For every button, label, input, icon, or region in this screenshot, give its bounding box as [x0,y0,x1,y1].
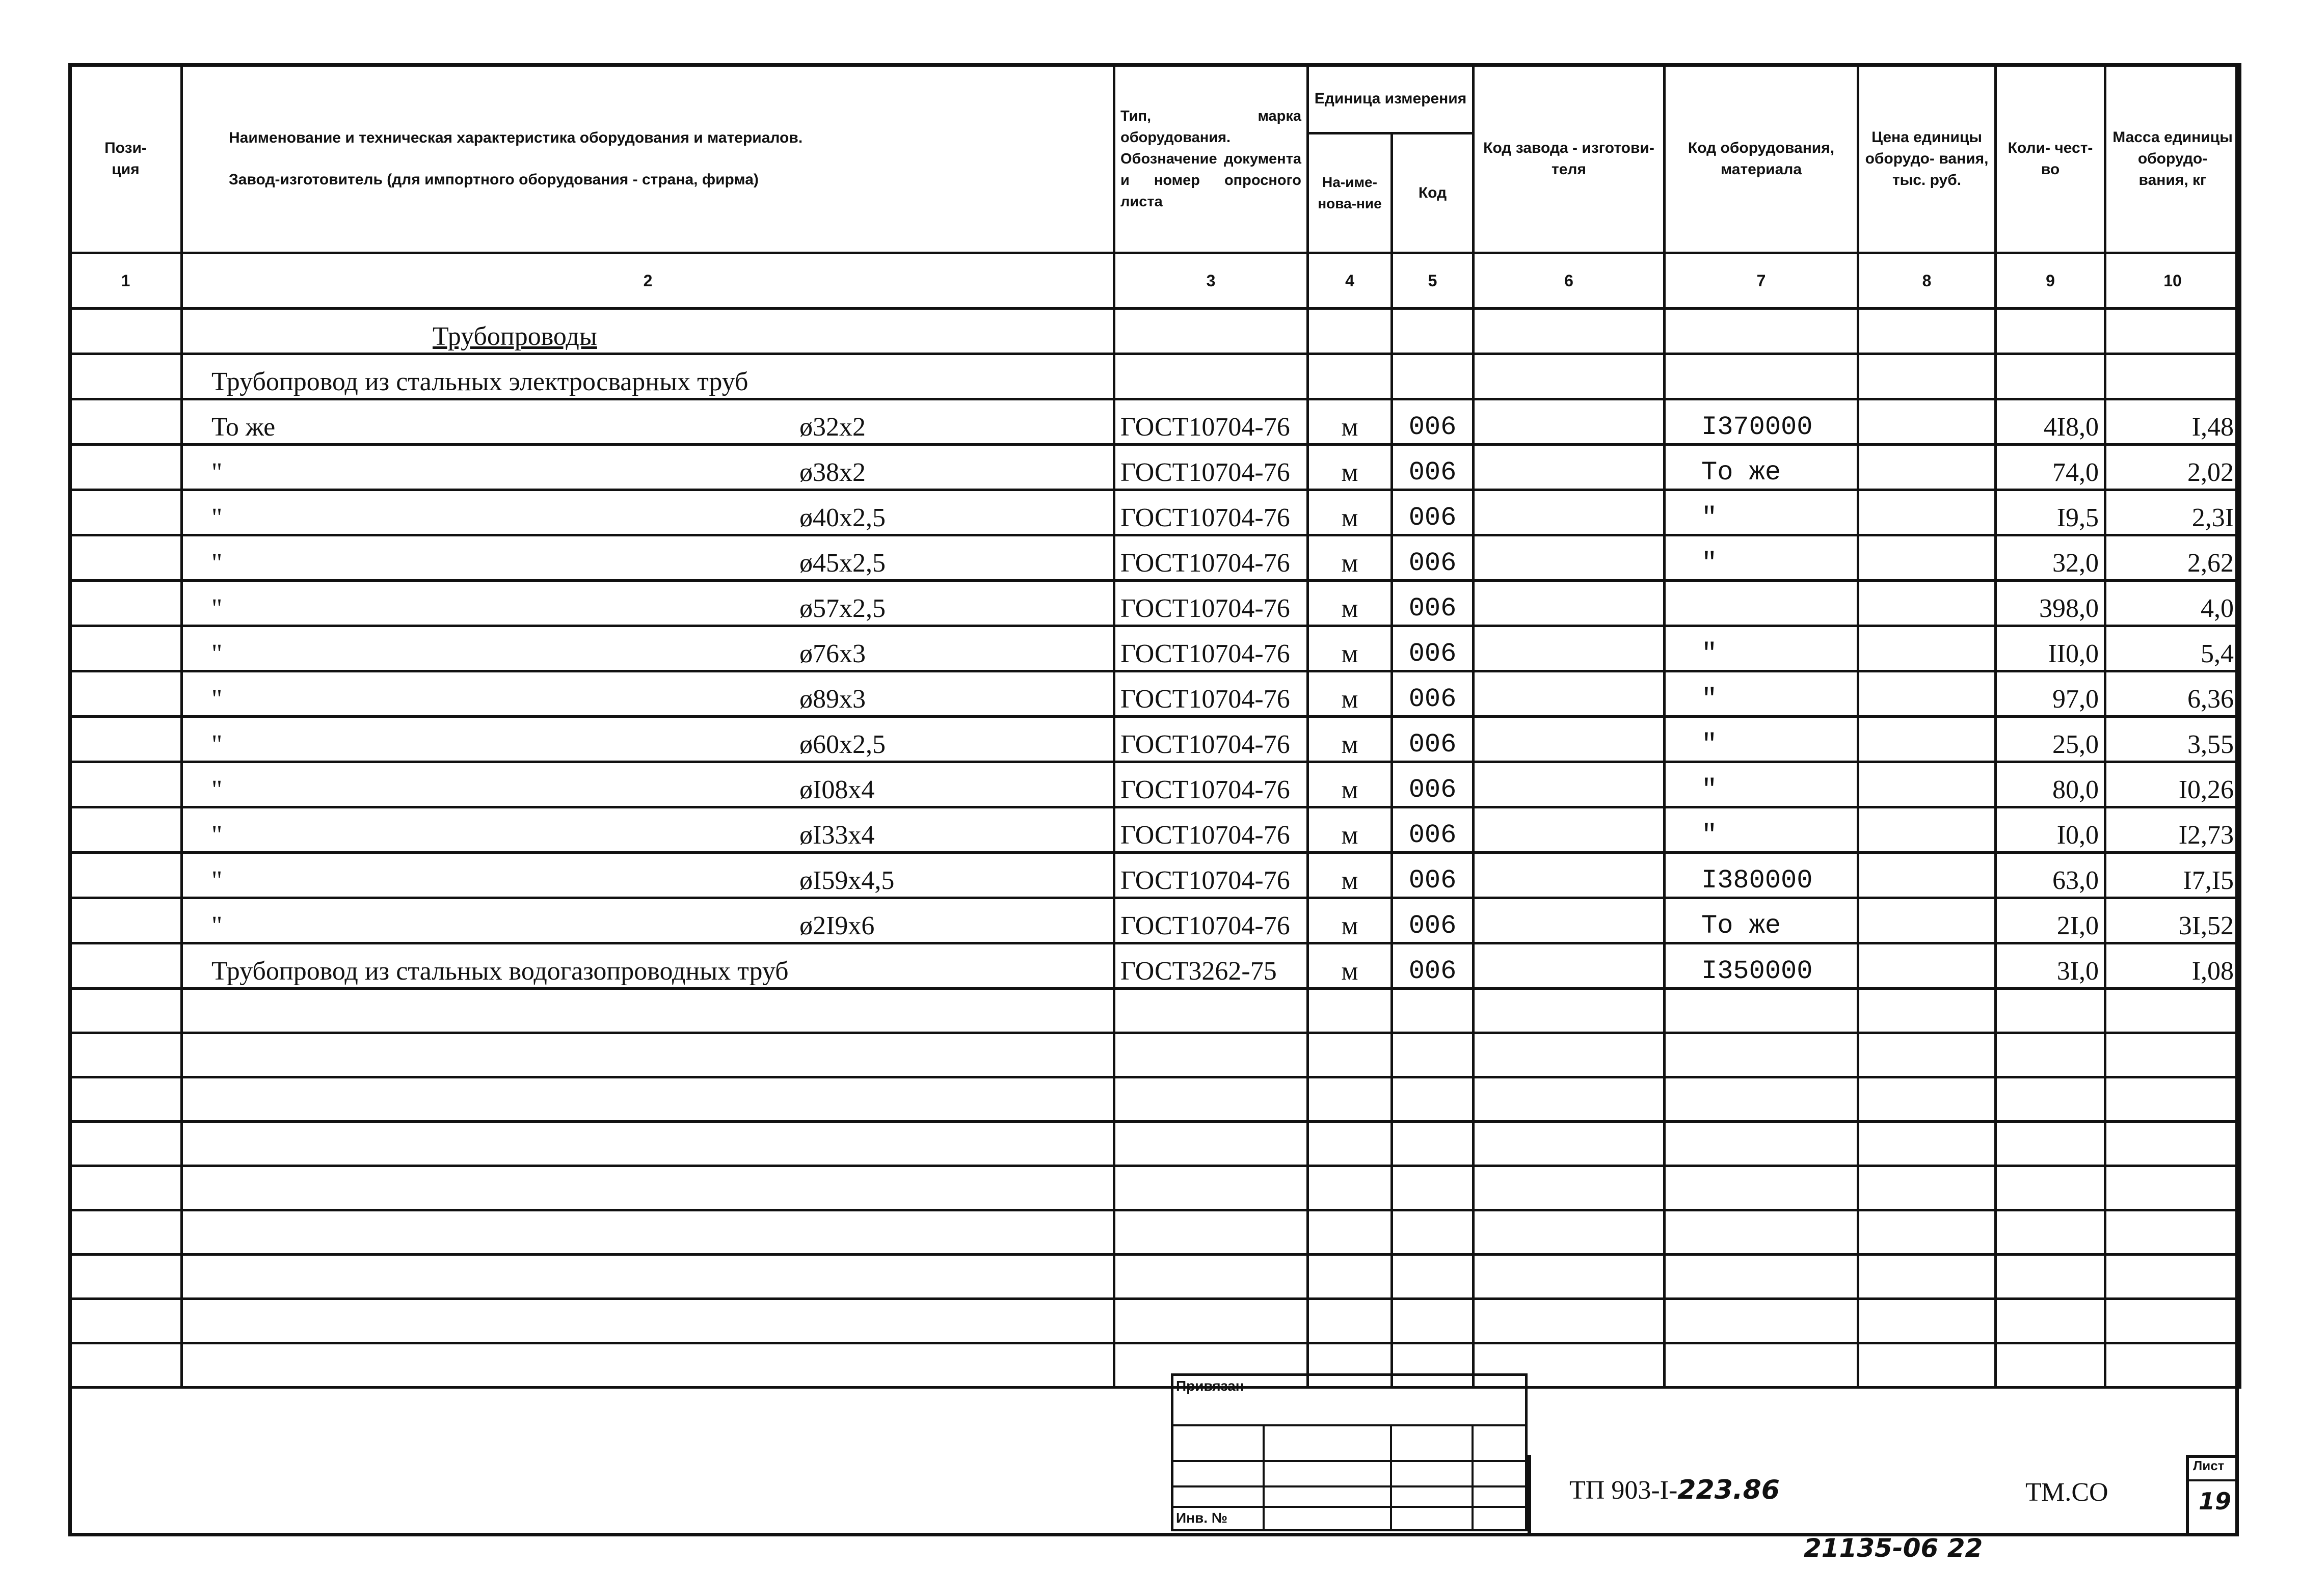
qty-cell: 32,0 [1996,535,2105,581]
equip-code-cell: I370000 [1665,399,1858,445]
doc-code-handwritten: 223.86 [1677,1475,1780,1505]
equip-code-cell: То же [1665,898,1858,943]
doc-cell: ГОСТ10704-76 [1114,671,1308,717]
approval-line [1263,1424,1265,1531]
col-number: 6 [1474,253,1665,309]
header-qty: Коли- чест- во [1996,65,2105,253]
item-name: " [211,458,223,487]
item-name: " [211,594,223,623]
unit-cell: м [1308,581,1392,626]
header-unit-code: Код [1392,133,1474,253]
col-number: 2 [182,253,1114,309]
doc-cell: ГОСТ3262-75 [1114,943,1308,989]
header-name-text: Наименование и техническая характеристика оборудования и материалов. [229,129,803,146]
item-size: øI33x4 [799,821,875,850]
qty-cell: 63,0 [1996,853,2105,898]
approval-line [1171,1485,1528,1487]
doc-code-text: ТП 903-I- [1569,1476,1678,1505]
unit-cell: м [1308,853,1392,898]
item-size: ø2I9x6 [799,911,875,940]
item-size: øI59x4,5 [799,866,895,895]
inv-label: Инв. № [1176,1510,1228,1526]
col-number: 4 [1308,253,1392,309]
header-unit-name: На-име-нова-ние [1308,133,1392,253]
doc-mark: ТМ.СО [2025,1478,2108,1507]
qty-cell: 80,0 [1996,762,2105,807]
doc-cell: ГОСТ10704-76 [1114,445,1308,490]
equip-code-cell: " [1665,807,1858,853]
col-number: 8 [1858,253,1996,309]
equip-code-cell: То же [1665,445,1858,490]
qty-cell: 97,0 [1996,671,2105,717]
header-price: Цена единицы оборудо- вания, тыс. руб. [1858,65,1996,253]
col-number: 10 [2105,253,2240,309]
unit-cell: м [1308,399,1392,445]
header-unit: Единица измерения [1308,65,1474,133]
header-position: Пози- ция [70,65,182,253]
equip-code-cell: " [1665,535,1858,581]
unit-code-cell: 006 [1392,626,1474,671]
attached-label: Привязан [1176,1378,1244,1394]
approval-line [1390,1424,1392,1531]
unit-code-cell: 006 [1392,399,1474,445]
doc-cell: ГОСТ10704-76 [1114,399,1308,445]
unit-cell: м [1308,671,1392,717]
col-number: 7 [1665,253,1858,309]
unit-cell: м [1308,535,1392,581]
col-number: 5 [1392,253,1474,309]
qty-cell: I0,0 [1996,807,2105,853]
approval-line [1171,1506,1528,1508]
unit-cell: м [1308,898,1392,943]
mass-cell: 4,0 [2105,581,2240,626]
unit-code-cell: 006 [1392,490,1474,535]
unit-code-cell: 006 [1392,445,1474,490]
header-maker-text: Завод-изготовитель (для импортного оборудования - страна, фирма) [229,171,759,188]
doc-cell: ГОСТ10704-76 [1114,581,1308,626]
qty-cell: 25,0 [1996,717,2105,762]
item-name: " [211,821,223,850]
equip-code-cell: " [1665,762,1858,807]
unit-code-cell: 006 [1392,671,1474,717]
item-size: ø32x2 [799,413,866,442]
mass-cell: 5,4 [2105,626,2240,671]
unit-code-cell: 006 [1392,581,1474,626]
doc-cell: ГОСТ10704-76 [1114,762,1308,807]
approval-line [1171,1424,1528,1426]
doc-cell: ГОСТ10704-76 [1114,535,1308,581]
qty-cell: I9,5 [1996,490,2105,535]
qty-cell: 2I,0 [1996,898,2105,943]
doc-cell: ГОСТ10704-76 [1114,490,1308,535]
item-size: ø40x2,5 [799,503,886,532]
unit-code-cell: 006 [1392,853,1474,898]
mass-cell: I2,73 [2105,807,2240,853]
sheet-frame [68,63,2239,1536]
equip-code-cell: " [1665,671,1858,717]
stamp-number: 21135-06 22 [1804,1533,1983,1563]
mass-cell: 2,02 [2105,445,2240,490]
mass-cell: I0,26 [2105,762,2240,807]
unit-cell: м [1308,762,1392,807]
col-number: 3 [1114,253,1308,309]
item-size: ø89x3 [799,685,866,714]
mass-cell: I,48 [2105,399,2240,445]
header-mass: Масса единицы оборудо- вания, кг [2105,65,2240,253]
unit-cell: м [1308,445,1392,490]
item-size: ø57x2,5 [799,594,886,623]
equip-code-cell: " [1665,717,1858,762]
item-size: ø38x2 [799,458,866,487]
unit-cell: м [1308,626,1392,671]
header-equip-code: Код оборудования, материала [1665,65,1858,253]
item-size: ø45x2,5 [799,549,886,578]
equip-code-cell: I350000 [1665,943,1858,989]
col-number: 9 [1996,253,2105,309]
unit-code-cell: 006 [1392,717,1474,762]
qty-cell: 74,0 [1996,445,2105,490]
item-size: ø60x2,5 [799,730,886,759]
unit-cell: м [1308,807,1392,853]
doc-cell: ГОСТ10704-76 [1114,853,1308,898]
equip-code-cell: " [1665,626,1858,671]
col-number: 1 [70,253,182,309]
mass-cell: 2,62 [2105,535,2240,581]
unit-cell: м [1308,490,1392,535]
item-name: " [211,549,223,578]
equip-code-cell: I380000 [1665,853,1858,898]
item-size: ø76x3 [799,639,866,668]
group-title: Трубопровод из стальных водогазопроводных труб [182,943,1114,989]
unit-cell: м [1308,717,1392,762]
mass-cell: 2,3I [2105,490,2240,535]
unit-code-cell: 006 [1392,943,1474,989]
item-name: " [211,775,223,804]
approval-line [1472,1424,1474,1531]
mass-cell: 3,55 [2105,717,2240,762]
qty-cell: 398,0 [1996,581,2105,626]
header-factory-code: Код завода - изготови- теля [1474,65,1665,253]
item-name: " [211,730,223,759]
item-name: То же [211,413,276,442]
item-name: " [211,685,223,714]
item-name: " [211,911,223,940]
sheet-number: 19 [2199,1487,2232,1515]
sheet-line [2186,1479,2239,1481]
approval-line [1171,1460,1528,1462]
doc-cell: ГОСТ10704-76 [1114,626,1308,671]
unit-code-cell: 006 [1392,807,1474,853]
mass-cell: 3I,52 [2105,898,2240,943]
sheet-label: Лист [2193,1458,2225,1473]
doc-cell: ГОСТ10704-76 [1114,898,1308,943]
unit-code-cell: 006 [1392,898,1474,943]
doc-cell: ГОСТ10704-76 [1114,717,1308,762]
qty-cell: 4I8,0 [1996,399,2105,445]
group-title: Трубопровод из стальных электросварных труб [182,354,1114,399]
item-name: " [211,866,223,895]
mass-cell: I7,I5 [2105,853,2240,898]
item-name: " [211,639,223,668]
mass-cell: 6,36 [2105,671,2240,717]
item-size: øI08x4 [799,775,875,804]
unit-cell: м [1308,943,1392,989]
section-title: Трубопроводы [182,309,1114,354]
qty-cell: II0,0 [1996,626,2105,671]
doc-code [1569,1475,1780,1505]
unit-code-cell: 006 [1392,762,1474,807]
header-type: Тип, марка оборудования. Обозначение документа и номер опросного листа [1114,65,1308,253]
equip-code-cell: " [1665,490,1858,535]
doc-cell: ГОСТ10704-76 [1114,807,1308,853]
mass-cell: I,08 [2105,943,2240,989]
qty-cell: 3I,0 [1996,943,2105,989]
item-name: " [211,503,223,532]
unit-code-cell: 006 [1392,535,1474,581]
